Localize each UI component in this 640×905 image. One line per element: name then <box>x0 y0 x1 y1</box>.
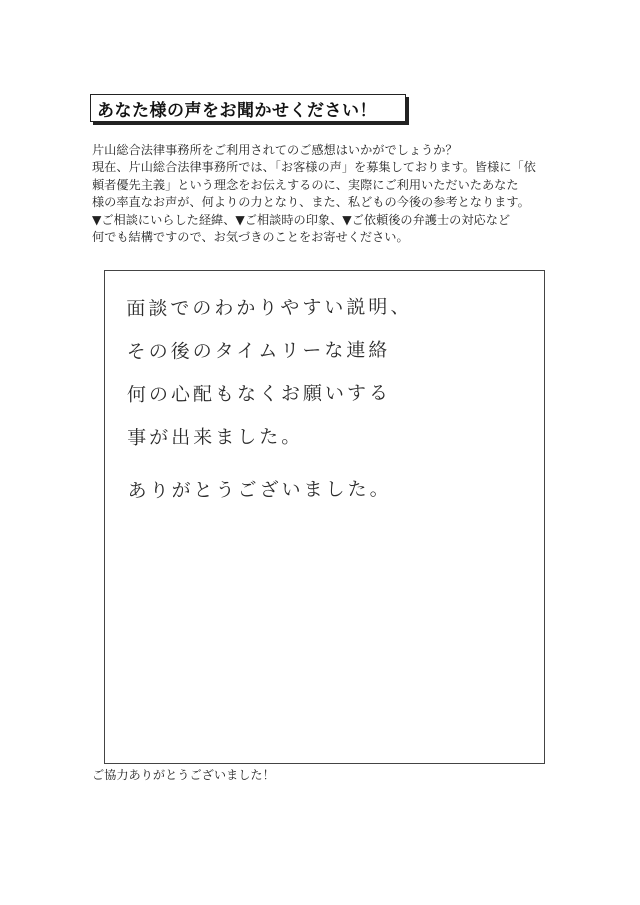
comment-line: 何の心配もなくお願いする <box>126 382 392 406</box>
comment-line: ありがとうございました。 <box>127 478 392 502</box>
intro-line: 片山総合法律事務所をご利用されてのご感想はいかがでしょうか？ <box>92 143 458 157</box>
intro-line: 頼者優先主義」という理念をお伝えするのに、実際にご利用いただいたあなた <box>92 177 519 192</box>
handwritten-comment <box>126 286 414 513</box>
intro-line: 何でも結構ですので、お気づきのことをお寄せください。 <box>92 230 409 245</box>
intro-line: 様の率直なお声が、何よりの力となり、また、私どもの今後の参考となります。 <box>92 195 530 210</box>
title-box <box>90 94 406 122</box>
comment-line: その後のタイムリーな連絡 <box>126 339 391 363</box>
comment-line: 面談でのわかりやすい説明、 <box>126 296 413 321</box>
intro-line: 現在、片山総合法律事務所では、「お客様の声」を募集しております。皆様に「依 <box>92 160 536 175</box>
footer-thanks: ご協力ありがとうございました！ <box>92 768 275 782</box>
comment-box <box>104 270 545 764</box>
intro-line: ▼ご相談にいらした経緯、▼ご相談時の印象、▼ご依頼後の弁護士の対応など <box>92 212 511 227</box>
page-title: あなた様の声をお聞かせください！ <box>97 100 377 121</box>
comment-line: 事が出来ました。 <box>127 425 304 449</box>
intro-text <box>92 142 562 246</box>
